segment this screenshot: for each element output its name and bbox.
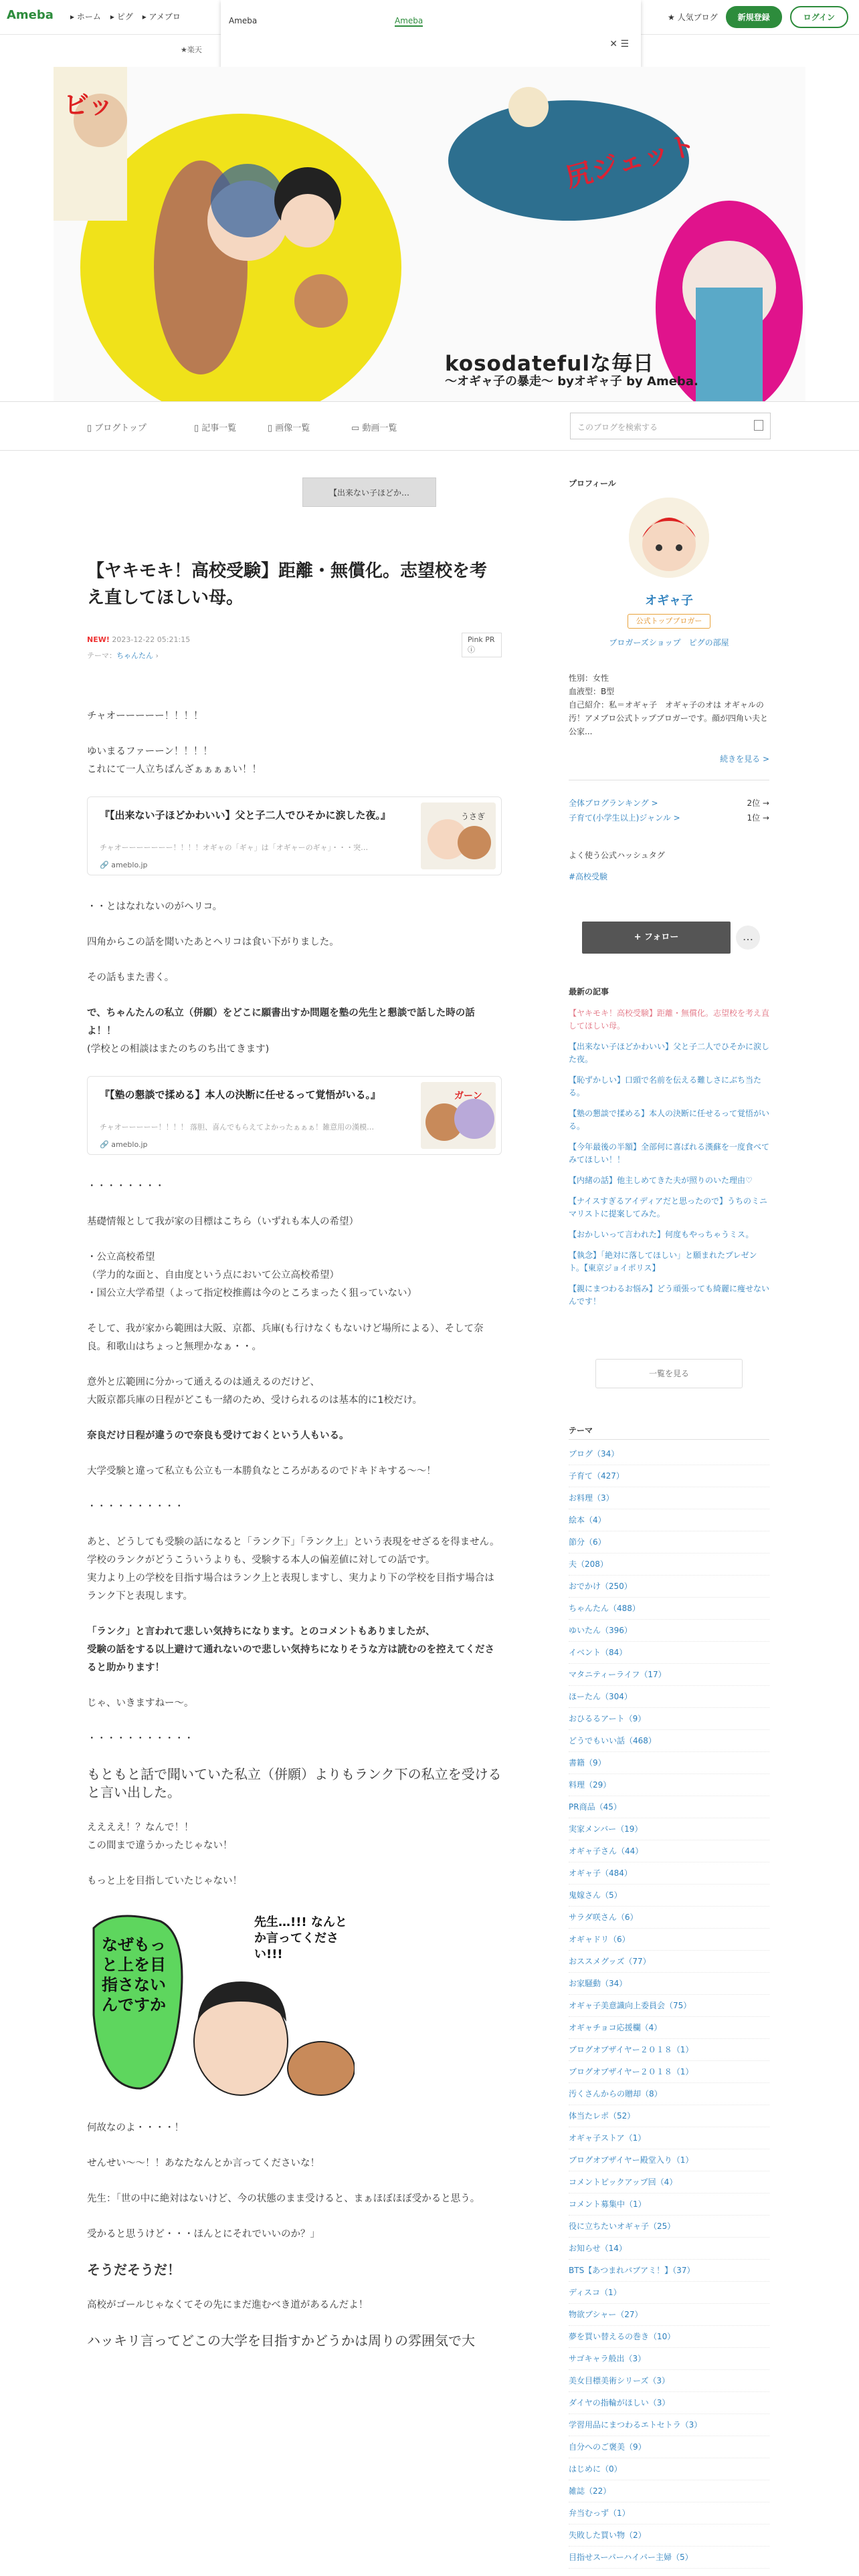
theme-item[interactable]: 書籍（9） <box>569 1752 769 1774</box>
paragraph: そうだそうだ！ <box>87 2262 181 2278</box>
see-all-button[interactable]: 一覧を見る <box>595 1359 743 1388</box>
link-card-thumbnail <box>421 802 496 869</box>
paragraph: せんせい〜〜！！あなたなんとか言ってくださいな！ <box>87 2158 320 2169</box>
recent-list <box>569 1007 769 1316</box>
link-card-source: 🔗 ameblo.jp <box>100 1140 148 1149</box>
paragraph: もともと話で聞いていた私立（併願）よりもランク下の私立を受けると言い出した。 <box>87 1766 502 1800</box>
blog-nav <box>0 401 859 451</box>
theme-item[interactable]: オギャ子ストア（1） <box>569 2127 769 2149</box>
paragraph: 基礎情報として我が家の目標はこちら（いずれも本人の希望） <box>87 1216 359 1227</box>
theme-item[interactable]: 絵本（4） <box>569 1509 769 1531</box>
paragraph: ゆいまるファーーン！！！！ これにて一人立ちばんざぁぁぁぁい！！ <box>87 746 262 775</box>
paragraph: で、ちゃんたんの私立（併願）をどこに願書出すか問題を塾の先生と懇談で話した時の話よ！！ <box>87 1008 475 1037</box>
comic-speech-right: 先生…!!! なんとか言ってください!!! <box>254 1915 347 1961</box>
theme-item[interactable]: 失敗した買い物（2） <box>569 2525 769 2547</box>
new-badge: NEW! <box>87 635 110 644</box>
link-card-title: 『【塾の懇談で揉める】本人の決断に任せるって覚悟がいる。』 <box>100 1089 381 1101</box>
entries-link[interactable]: ▯ 記事一覧 <box>194 423 237 433</box>
recent-heading: 最新の記事 <box>569 987 609 996</box>
close-icon[interactable]: ✕ ☰ <box>609 39 629 49</box>
theme-item[interactable]: 体当たレポ（52） <box>569 2105 769 2127</box>
theme-item[interactable]: マタニティーライフ（17） <box>569 1664 769 1686</box>
article-title[interactable]: 【ヤキモキ！高校受験】距離・無償化。志望校を考え直してほしい母。 <box>87 561 488 608</box>
comic-speech-green: なぜもっと上を目指さないんですか <box>102 1935 166 2014</box>
videos-link[interactable]: ▭ 動画一覧 <box>351 423 397 433</box>
separator-dots: ・・・・・・・・・・・ <box>87 1733 194 1744</box>
popup-label: Ameba <box>229 16 258 25</box>
link-card-desc: チャオーーーーー！！！！ 落胆、喜んでもらえてよかったぁぁぁ！雑意用の漢模… <box>100 1123 375 1132</box>
link-card-title: 『【出来ない子ほどかわいい】父と子二人でひそかに涙した夜。』 <box>100 809 391 821</box>
comic-image <box>87 1908 355 2102</box>
recent-item[interactable]: 【ヤキモキ！高校受験】距離・無償化。志望校を考え直してほしい母。 <box>569 1008 770 1031</box>
nav-home[interactable]: ▸ ホーム <box>70 12 101 21</box>
recent-item[interactable]: 【親にまつわるお悩み】どう頑張っても綺麗に痩せないんです！ <box>569 1284 770 1306</box>
theme-item[interactable]: サラダ咲さん（6） <box>569 1907 769 1929</box>
link-card[interactable] <box>87 796 502 875</box>
theme-item[interactable]: 実家メンバー（19） <box>569 1818 769 1840</box>
theme-item[interactable]: 学習用品にまつわるエトセトラ（3） <box>569 2414 769 2436</box>
theme-item[interactable]: PR商品（45） <box>569 1796 769 1818</box>
svg-text:ガーン: ガーン <box>454 1091 482 1101</box>
login-button[interactable]: ログイン <box>790 6 848 28</box>
paragraph: もっと上を目指していたじゃない！ <box>87 1876 242 1887</box>
nav-ameblo[interactable]: ▸ アメブロ <box>142 12 181 21</box>
article-body <box>87 708 502 2367</box>
official-badge: 公式トップブロガー <box>628 614 710 629</box>
theme-item[interactable]: オギャドリ（6） <box>569 1929 769 1951</box>
theme-item[interactable]: 雑誌（22） <box>569 2480 769 2502</box>
more-options-icon[interactable]: … <box>736 926 760 950</box>
theme-item[interactable]: 鬼嫁さん（5） <box>569 1885 769 1907</box>
paragraph: チャオーーーーー！！！！ <box>87 711 203 722</box>
recent-item[interactable]: 【内緒の話】他主しめてきた夫が照りのいた理由♡ <box>569 1176 753 1185</box>
theme-item[interactable]: 料理（29） <box>569 1774 769 1796</box>
profile-info: 性別：女性 血液型：B型 自己紹介：私＝オギャ子 オギャ子のオは オギャルの汚！アメブロ公式トップブロガーです。顔が四角い夫と 公家... <box>569 673 768 736</box>
theme-item[interactable]: おススメグッズ（77） <box>569 1951 769 1973</box>
article-date: 2023-12-22 05:21:15 <box>112 635 191 644</box>
paragraph: ・公立高校希望 （学力的な面と、自由度という点において公立高校希望） ・国公立大学希望（よって指定校推薦は今のところまったく狙っていない） <box>87 1252 417 1299</box>
paragraph: じゃ、いきますねー〜。 <box>87 1698 194 1709</box>
theme-item[interactable]: BTS【あつまれバブアミ！】（37） <box>569 2260 769 2282</box>
search-icon[interactable] <box>754 420 763 431</box>
blog-top-link[interactable]: ▯ ブログトップ <box>87 423 147 433</box>
profile-name[interactable]: オギャ子 <box>645 594 693 608</box>
recent-item[interactable]: 【今年最後の半額】全部何に喜ばれる漢蘇を一度食べてみてほしい！！ <box>569 1142 770 1164</box>
hashtag-link[interactable]: #高校受験 <box>569 872 608 881</box>
theme-item[interactable]: 子育て（427） <box>569 1465 769 1487</box>
theme-item[interactable]: コメント募集中（1） <box>569 2193 769 2216</box>
theme-item[interactable]: お知らせ（14） <box>569 2238 769 2260</box>
theme-item[interactable]: ブログオブザイヤー２０１８（1） <box>569 2039 769 2061</box>
link-card-desc: チャオーーーーーーー！！！！オギャの「ギャ」は「オギャーのギャ」・・・突… <box>100 843 369 852</box>
divider <box>569 1439 769 1440</box>
theme-item[interactable]: 物欲ブシャー（27） <box>569 2304 769 2326</box>
paragraph: 高校がゴールじゃなくてその先にまだ進むべき道があるんだよ！ <box>87 2300 369 2311</box>
blog-subtitle: ～オギャ子の暴走～ byオギャ子 by Ameba. <box>445 374 698 389</box>
theme-item[interactable]: 汚くさんからの贈却（8） <box>569 2083 769 2105</box>
header-actions <box>668 6 848 28</box>
article-meta <box>87 635 190 644</box>
theme-item[interactable]: オギャチョコ応援欄（4） <box>569 2017 769 2039</box>
global-nav <box>70 11 181 22</box>
theme-item[interactable]: サゴキャラ般出（3） <box>569 2348 769 2370</box>
paragraph: 大阪京都兵庫の日程がどこも一緒のため、受けられるのは基本的に1校だけ。 <box>87 1395 423 1406</box>
recent-item[interactable]: 【おかしいって言われた】何度もやっちゃうミス。 <box>569 1230 754 1239</box>
nav-pigg[interactable]: ▸ ピグ <box>110 12 133 21</box>
rank-overall[interactable]: 全体ブログランキング > 2位 → <box>569 798 769 808</box>
theme-item[interactable]: ブログオブザイヤー殿堂入り（1） <box>569 2149 769 2171</box>
theme-item[interactable]: ちゃんたん（488） <box>569 1598 769 1620</box>
theme-item[interactable]: 美女目標美術シリーズ（3） <box>569 2370 769 2392</box>
separator-dots: ・・・・・・・・ <box>87 1181 165 1192</box>
paragraph: 意外と広範囲に分かって通えるのは通えるのだけど、 <box>87 1377 320 1388</box>
theme-item[interactable]: ディスコ（1） <box>569 2282 769 2304</box>
theme-item[interactable]: オギャ子美意識向上委員会（75） <box>569 1995 769 2017</box>
paragraph: ええええ！？なんで！！ この間まで違うかったじゃない！ <box>87 1822 233 1851</box>
blog-header-image <box>54 67 805 401</box>
theme-item[interactable]: イベント（84） <box>569 1642 769 1664</box>
paragraph: そして、我が家から範囲は大阪、京都、兵庫(も行けなくもないけど場所による）、そして奈良。和歌山はちょっと無理かなぁ・・。 <box>87 1323 484 1352</box>
theme-item[interactable]: おでかけ（250） <box>569 1576 769 1598</box>
paragraph: 受かると思うけど・・・ほんとにそれでいいのか？」 <box>87 2229 320 2240</box>
register-button[interactable]: 新規登録 <box>726 6 782 28</box>
paragraph: 「ランク」と言われて悲しい気持ちになります。とのコメントもありましたが、 受験の話をする以上避けて通れないので悲しい気持ちになりそうな方は読むのを控えてくださると助かります！ <box>87 1626 494 1673</box>
avatar[interactable] <box>629 498 709 578</box>
popular-blog-link[interactable]: ★ 人気ブログ <box>667 13 718 22</box>
theme-item[interactable]: 目指せスーパーハイパー主婦（5） <box>569 2547 769 2569</box>
theme-item[interactable]: ゆいたん（396） <box>569 1620 769 1642</box>
profile-more-link[interactable]: 続きを見る > <box>720 754 769 764</box>
sub-link[interactable]: ★楽天 <box>181 45 202 54</box>
recent-item[interactable]: 【ナイスすぎるアイディアだと思ったので】うちのミニマリストに提案してみた。 <box>569 1196 768 1218</box>
paragraph: 四角からこの話を聞いたあとヘリコは食い下がりました。 <box>87 937 339 948</box>
theme-item[interactable]: コメントピックアップ回（4） <box>569 2171 769 2193</box>
hashtag-heading: よく使う公式ハッシュタグ <box>569 851 665 860</box>
paragraph: 奈良だけ日程が違うので奈良も受けておくという人もいる。 <box>87 1430 349 1441</box>
recent-item[interactable]: 【出来ない子ほどかわいい】父と子二人でひそかに涙した夜。 <box>569 1042 770 1064</box>
link-card[interactable] <box>87 1076 502 1155</box>
paragraph: (学校との相談はまたのちのち出てきます) <box>87 1044 270 1055</box>
theme-item[interactable]: 夢を買い替えるの巻き（10） <box>569 2326 769 2348</box>
recent-item[interactable]: 【恥ずかしい】口頭で名前を伝える難しさにぶち当たる。 <box>569 1075 762 1097</box>
svg-text:うさぎ: うさぎ <box>461 812 486 821</box>
themes-list <box>569 1443 769 2569</box>
theme-link[interactable]: ちゃんたん <box>116 651 153 660</box>
theme-item[interactable]: お家騒動（34） <box>569 1973 769 1995</box>
theme-item[interactable]: はじめに（0） <box>569 2458 769 2480</box>
svg-text:ビッ: ビッ <box>64 90 114 120</box>
theme-item[interactable]: ブログオブザイヤー２０１８（1） <box>569 2061 769 2083</box>
blog-search-input[interactable]: このブログを検索する <box>570 413 771 439</box>
images-link[interactable]: ▯ 画像一覧 <box>268 423 310 433</box>
svg-text:尻ジェット: 尻ジェット <box>562 129 700 194</box>
theme-item[interactable]: 夫（208） <box>569 1553 769 1576</box>
separator-dots: ・・・・・・・・・・ <box>87 1501 184 1512</box>
ameba-logo[interactable]: Ameba <box>7 8 54 22</box>
pinpr-badge[interactable]: Pink PR ⓘ <box>462 633 502 657</box>
theme-item[interactable]: オギャ子さん（44） <box>569 1840 769 1862</box>
theme-item[interactable]: 弁当むっず（1） <box>569 2502 769 2525</box>
ameba-popup <box>221 0 641 68</box>
paragraph: 先生：「世の中に絶対はないけど、今の状態のまま受けると、まぁほぼほぼ受かると思う。 <box>87 2193 480 2204</box>
themes-heading: テーマ <box>569 1426 593 1435</box>
recent-item[interactable]: 【執念】「絶対に落してほしい」と願まれたプレゼント。【東京ジョイポリス】 <box>569 1251 757 1273</box>
paragraph: ハッキリ言ってどこの大学を目指すかどうかは周りの雰囲気で大 <box>87 2333 475 2349</box>
theme-item[interactable]: どうでもいい話（468） <box>569 1730 769 1752</box>
link-card-thumbnail <box>421 1082 496 1149</box>
recent-item[interactable]: 【塾の懇談で揉める】本人の決断に任せるって覚悟がいる。 <box>569 1109 770 1131</box>
follow-button[interactable]: + フォロー <box>582 922 731 954</box>
popup-tab[interactable]: Ameba <box>395 16 423 25</box>
blog-title[interactable]: kosodatefulな毎日 <box>445 352 654 376</box>
theme-item[interactable]: ブログ（34） <box>569 1443 769 1465</box>
profile-heading: プロフィール <box>569 479 616 488</box>
paragraph: 何故なのよ・・・・！ <box>87 2123 184 2133</box>
pinned-entry-button[interactable]: 【出来ない子ほどか… <box>302 477 436 507</box>
paragraph: ・・とはなれないのがヘリコ。 <box>87 901 223 912</box>
theme-item[interactable]: 役に立ちたいオギャ子（25） <box>569 2216 769 2238</box>
theme-item[interactable]: 節分（6） <box>569 1531 769 1553</box>
header-illustration <box>54 67 805 401</box>
theme-item[interactable]: ダイヤの指輪がほしい（3） <box>569 2392 769 2414</box>
theme-item[interactable]: ほーたん（304） <box>569 1686 769 1708</box>
article-theme: テーマ：ちゃんたん › <box>87 651 159 660</box>
profile-links[interactable]: ブロガーズショップ ピグの部屋 <box>609 638 729 647</box>
theme-item[interactable]: おひるるアート（9） <box>569 1708 769 1730</box>
paragraph: あと、どうしても受験の話になると「ランク下」「ランク上」という表現をせざるを得ません。 学校のランクがどうこういうよりも、受験する本人の偏差値に対しての話です。 実力より上の学校を目指す場合はランク上と表現しますし、実力より下の学校を目指す場合はランク下と表現します。 <box>87 1537 500 1602</box>
theme-item[interactable]: オギャ子（484） <box>569 1862 769 1885</box>
rank-genre[interactable]: 子育て(小学生以上)ジャンル > 1位 → <box>569 813 769 823</box>
paragraph: その話もまた書く。 <box>87 972 175 983</box>
paragraph: 大学受験と違って私立も公立も一本勝負なところがあるのでドキドキする〜〜！ <box>87 1466 436 1477</box>
theme-item[interactable]: 自分へのご褒美（9） <box>569 2436 769 2458</box>
link-card-source: 🔗 ameblo.jp <box>100 861 148 869</box>
theme-item[interactable]: お料理（3） <box>569 1487 769 1509</box>
